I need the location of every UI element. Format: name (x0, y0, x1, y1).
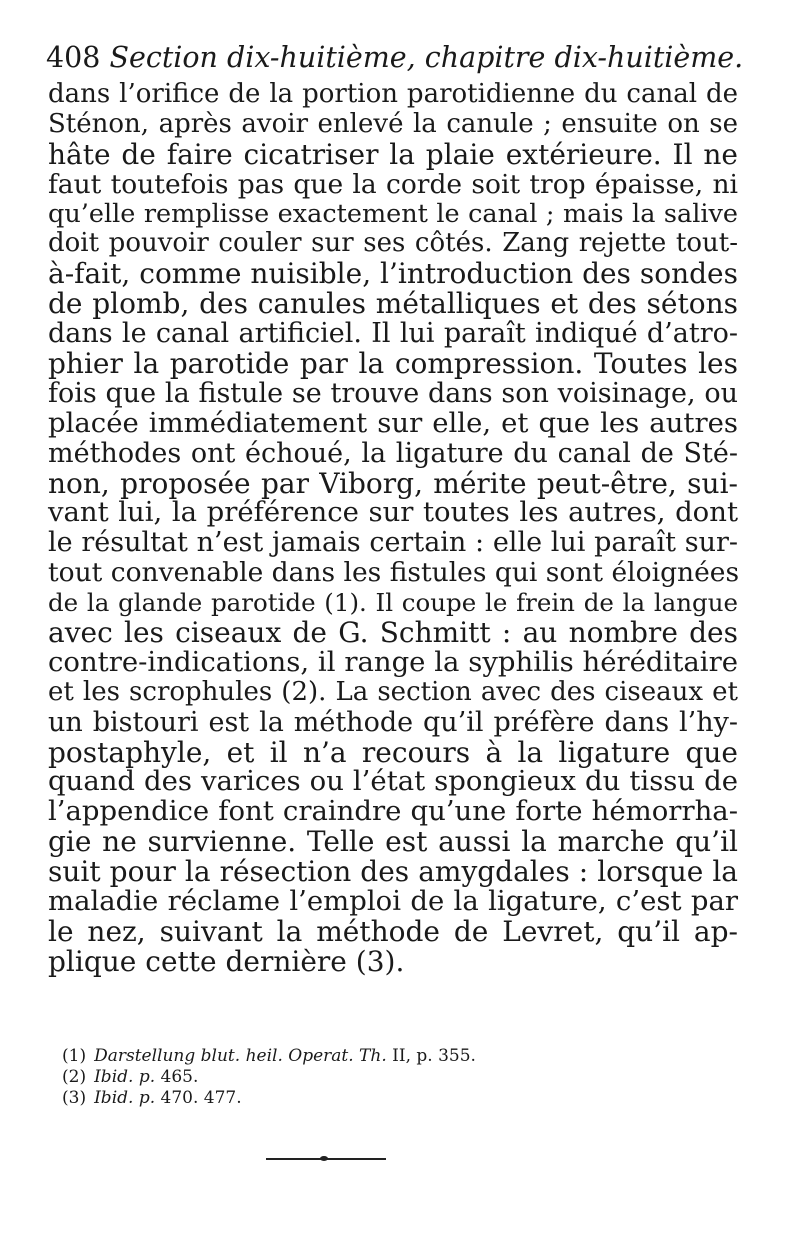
footnote-reference: Ibid. p. (94, 1067, 156, 1087)
text-line: fois que la fistule se trouve dans son voisinage, ou (48, 377, 738, 409)
text-line: suit pour la résection des amygdales : lorsque la (48, 855, 738, 889)
footnote (62, 1088, 662, 1109)
text-line: à-fait, comme nuisible, l’introduction des sondes (48, 257, 738, 291)
text-line: avec les ciseaux de G. Schmitt : au nombre des (48, 616, 738, 650)
text-line: le nez, suivant la méthode de Levret, qu’il ap- (48, 914, 738, 948)
text-line: tout convenable dans les fistules qui sont éloignées (48, 557, 740, 589)
text-line: un bistouri est la méthode qu’il préfère dans l’hy- (48, 706, 738, 738)
end-rule (266, 1158, 386, 1160)
text-line: gie ne survienne. Telle est aussi la marche qu’il (48, 825, 738, 859)
text-line: hâte de faire cicatriser la plaie extérieure. Il ne (48, 137, 738, 171)
text-line: le résultat n’est jamais certain : elle lui paraît sur- (48, 527, 738, 559)
text-line: non, proposée par Viborg, mérite peut-être, sui- (48, 466, 738, 500)
text-line: doit pouvoir couler sur ses côtés. Zang rejette tout- (48, 228, 738, 259)
footnote-locator: 465. (155, 1067, 199, 1087)
footnote-reference: Ibid. p. (94, 1088, 156, 1108)
footnote (62, 1046, 662, 1067)
page-header (46, 38, 746, 78)
text-line: quand des varices ou l’état spongieux du tissu de (48, 765, 738, 798)
text-line: Sténon, après avoir enlevé la canule ; ensuite on se (48, 108, 738, 139)
text-line: qu’elle remplisse exactement le canal ; mais la salive (48, 198, 738, 229)
footnote-number: (2) (62, 1067, 87, 1087)
text-line: dans le canal artificiel. Il lui paraît indiqué d’atro- (48, 318, 738, 350)
footnote-locator: 470. 477. (155, 1088, 242, 1108)
footnote-locator: II, p. 355. (386, 1046, 476, 1066)
text-line: de plomb, des canules métalliques et des sétons (48, 287, 738, 321)
footnotes (62, 1046, 662, 1109)
text-line: de la glande parotide (1). Il coupe le frein de la langue (48, 588, 738, 618)
text-line: et les scrophules (2). La section avec des ciseaux et (48, 676, 738, 707)
text-line: placée immédiatement sur elle, et que les autres (48, 406, 738, 439)
text-line: dans l’orifice de la portion parotidienne du canal de (48, 79, 738, 109)
footnote-number: (1) (62, 1046, 87, 1066)
text-line: maladie réclame l’emploi de la ligature, c’est par (48, 885, 738, 918)
footnote-reference: Darstellung blut. heil. Operat. Th. (94, 1046, 387, 1066)
text-line: contre-indications, il range la syphilis héréditaire (48, 645, 738, 678)
body-text (48, 80, 738, 977)
text-line: phier la parotide par la compression. Toutes les (48, 347, 738, 381)
text-line: plique cette dernière (3). (48, 944, 405, 978)
text-line: faut toutefois pas que la corde soit trop épaisse, ni (48, 168, 738, 200)
text-line: postaphyle, et il n’a recours à la ligature que (48, 735, 738, 769)
footnote (62, 1067, 662, 1088)
rule-ornament (320, 1156, 328, 1161)
page-number: 408 (46, 41, 101, 74)
text-line: l’appendice font craindre qu’une forte hémorrha- (48, 795, 738, 828)
text-line: vant lui, la préférence sur toutes les autres, dont (48, 496, 738, 529)
footnote-number: (3) (62, 1088, 87, 1108)
running-title: Section dix-huitième, chapitre dix-huitième. (109, 41, 744, 74)
text-line: méthodes ont échoué, la ligature du canal de Sté- (48, 437, 738, 469)
